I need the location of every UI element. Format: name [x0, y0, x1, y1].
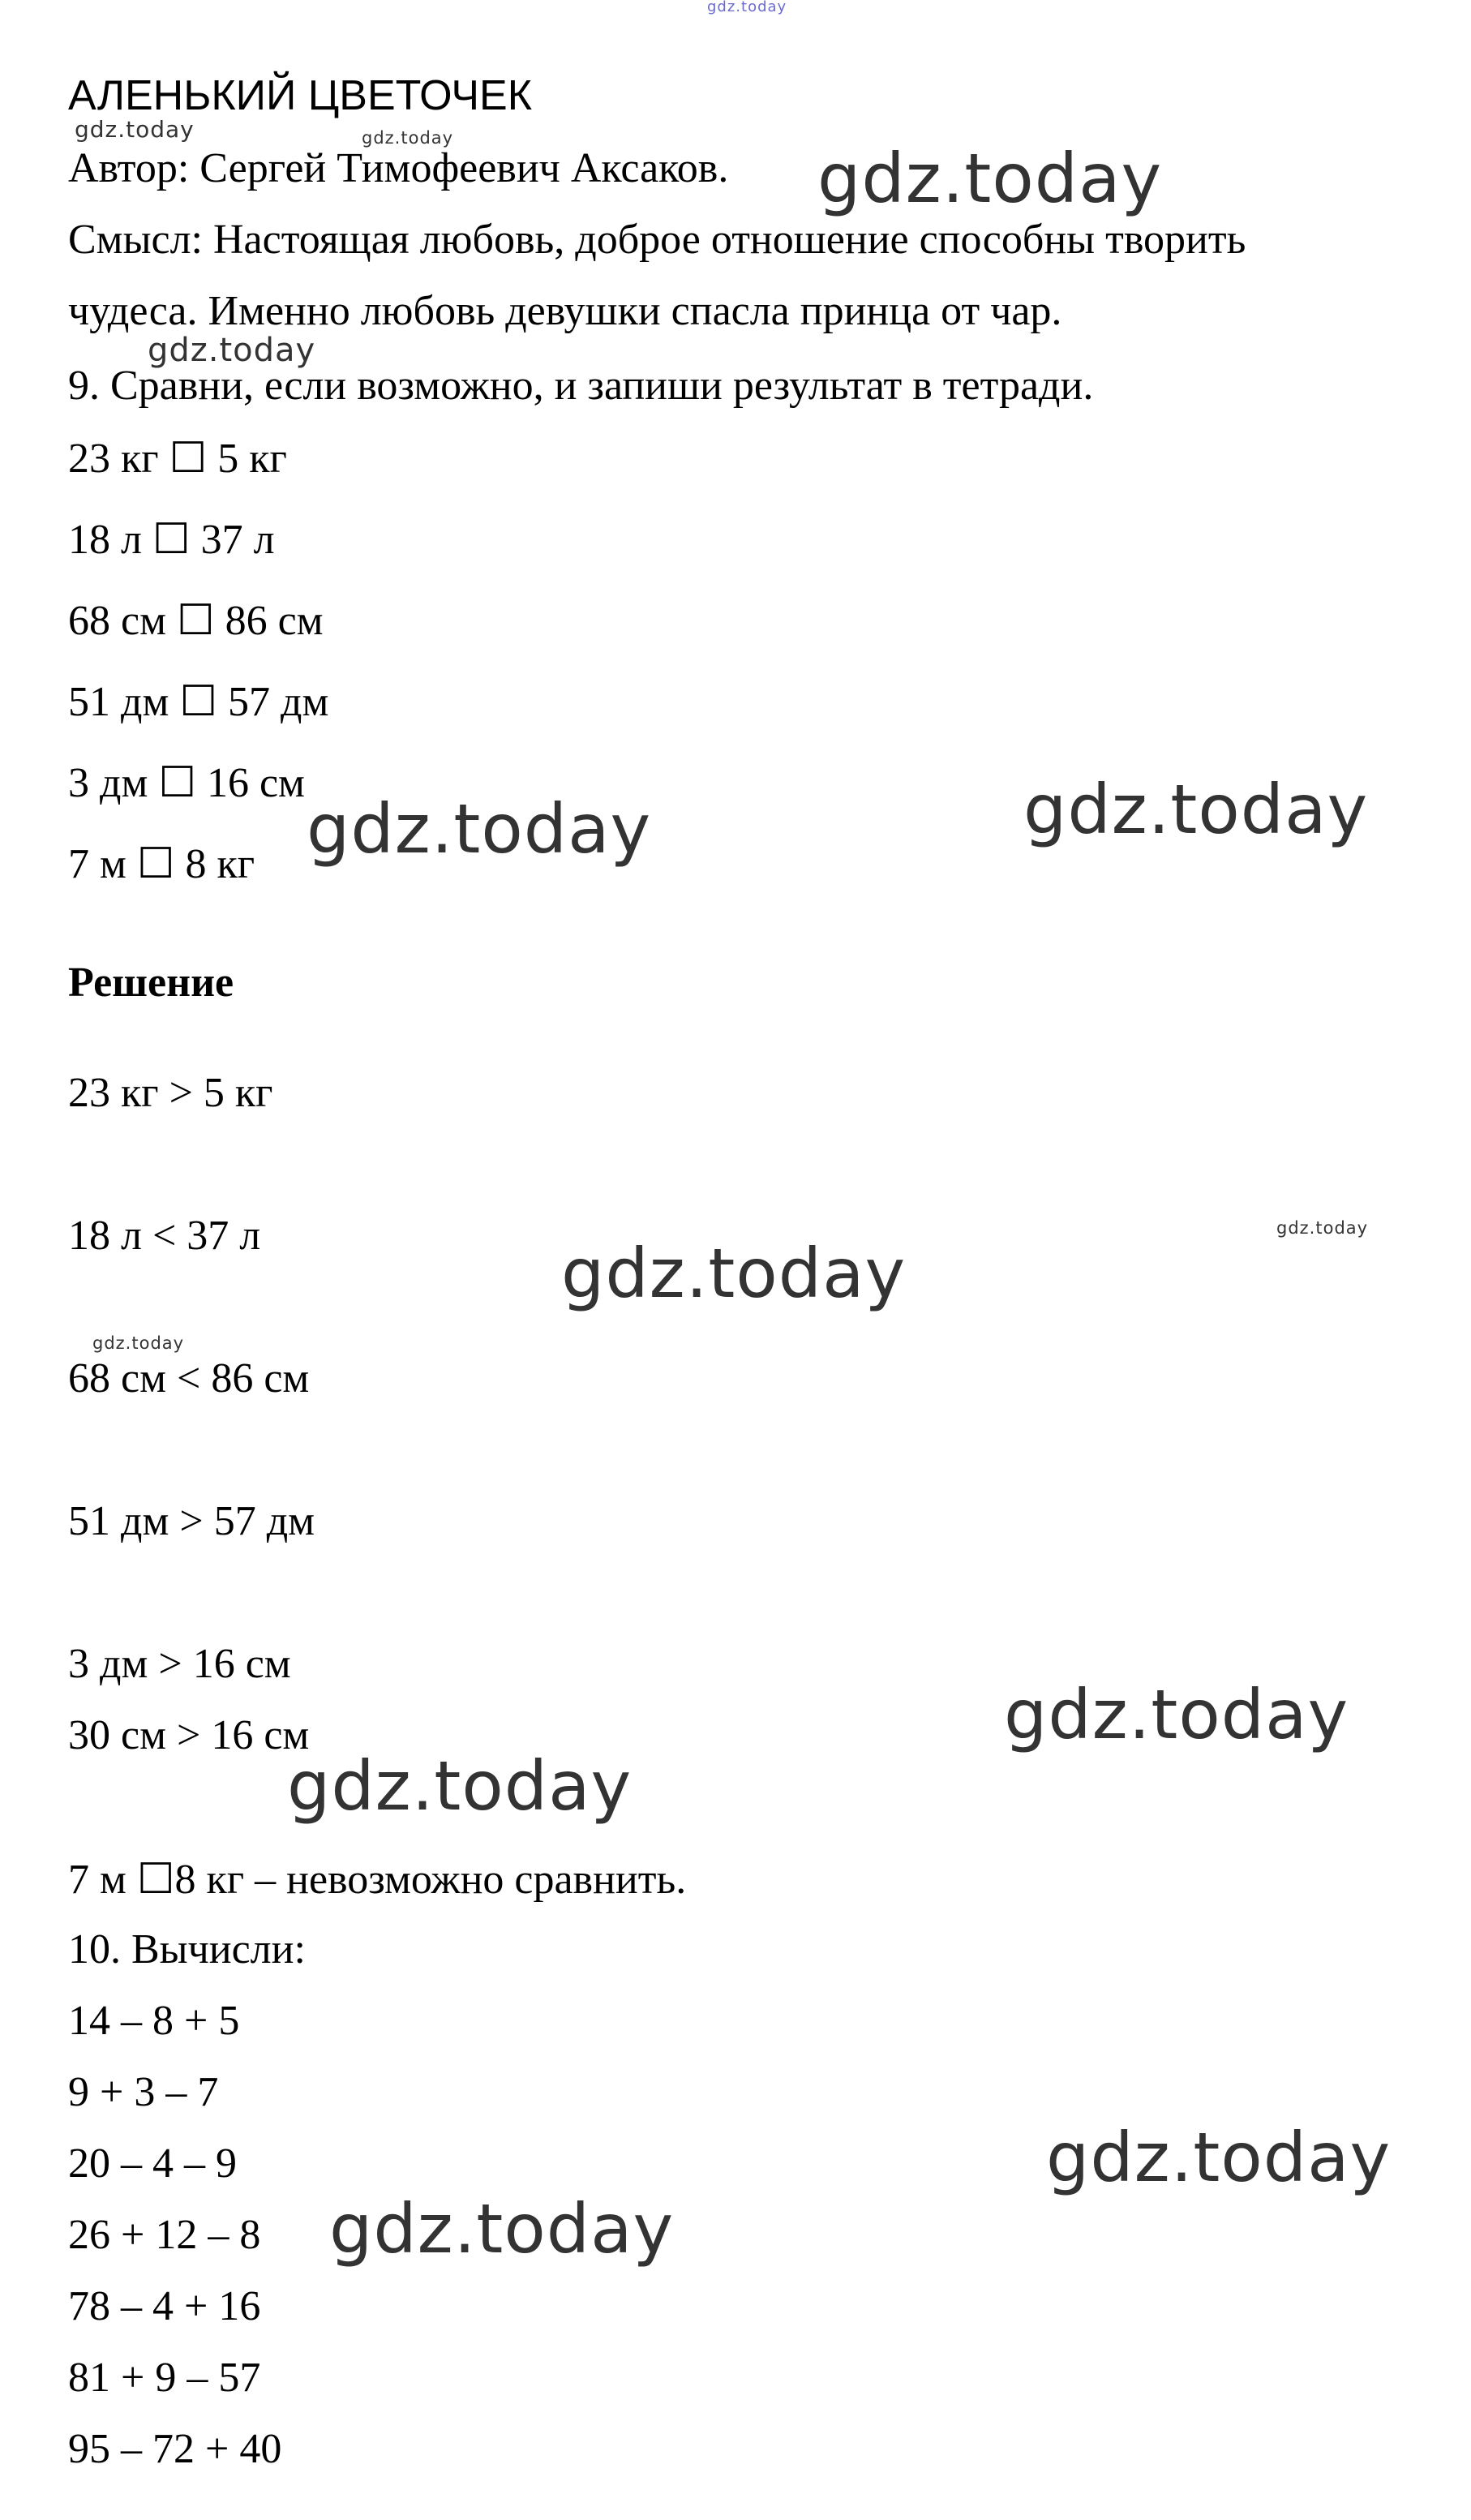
task9-item: 51 дм ☐ 57 дм: [68, 679, 329, 725]
task10-item: 20 – 4 – 9: [68, 2140, 237, 2187]
solution-item: 30 см > 16 см: [68, 1712, 310, 1758]
watermark: gdz.today: [362, 128, 454, 148]
task10-item: 81 + 9 – 57: [68, 2355, 261, 2401]
task9-item: 68 см ☐ 86 см: [68, 598, 324, 644]
task10-item: 14 – 8 + 5: [68, 1998, 240, 2044]
watermark: gdz.today: [92, 1333, 185, 1353]
watermark: gdz.today: [561, 1234, 907, 1313]
watermark: gdz.today: [287, 1746, 633, 1826]
task9-item: 7 м ☐ 8 кг: [68, 841, 255, 887]
page-title: АЛЕНЬКИЙ ЦВЕТОЧЕК: [68, 72, 532, 119]
task10-item: 95 – 72 + 40: [68, 2426, 282, 2472]
watermark: gdz.today: [1046, 2118, 1392, 2197]
watermark-top: gdz.today: [707, 0, 787, 15]
watermark: gdz.today: [329, 2189, 675, 2269]
task10-item: 78 – 4 + 16: [68, 2283, 261, 2329]
watermark: gdz.today: [1023, 770, 1369, 849]
task10-item: 9 + 3 – 7: [68, 2069, 219, 2115]
watermark: gdz.today: [817, 139, 1163, 218]
watermark: gdz.today: [307, 789, 652, 869]
watermark: gdz.today: [1276, 1218, 1369, 1238]
task9-item: 3 дм ☐ 16 см: [68, 760, 305, 806]
task9-item: 23 кг ☐ 5 кг: [68, 436, 287, 482]
task10-item: 26 + 12 – 8: [68, 2212, 261, 2258]
solution-item: 3 дм > 16 см: [68, 1641, 291, 1687]
solution-heading: Решение: [68, 959, 234, 1006]
meaning-line-2: чудеса. Именно любовь девушки спасла принца от чар.: [68, 288, 1062, 334]
watermark: gdz.today: [1004, 1675, 1349, 1754]
task10-prompt: 10. Вычисли:: [68, 1926, 306, 1973]
author-line: Автор: Сергей Тимофеевич Аксаков.: [68, 145, 729, 191]
meaning-line-1: Смысл: Настоящая любовь, доброе отношение способны творить: [68, 217, 1246, 263]
solution-item: 23 кг > 5 кг: [68, 1070, 273, 1116]
solution-item: 68 см < 86 см: [68, 1355, 310, 1402]
task9-item: 18 л ☐ 37 л: [68, 517, 275, 563]
task9-prompt: 9. Сравни, если возможно, и запиши результат в тетради.: [68, 363, 1094, 409]
solution-item: 7 м ☐8 кг – невозможно сравнить.: [68, 1857, 687, 1903]
solution-item: 51 дм > 57 дм: [68, 1498, 315, 1544]
solution-item: 18 л < 37 л: [68, 1213, 261, 1259]
watermark: gdz.today: [75, 116, 195, 143]
watermark: gdz.today: [148, 332, 316, 369]
